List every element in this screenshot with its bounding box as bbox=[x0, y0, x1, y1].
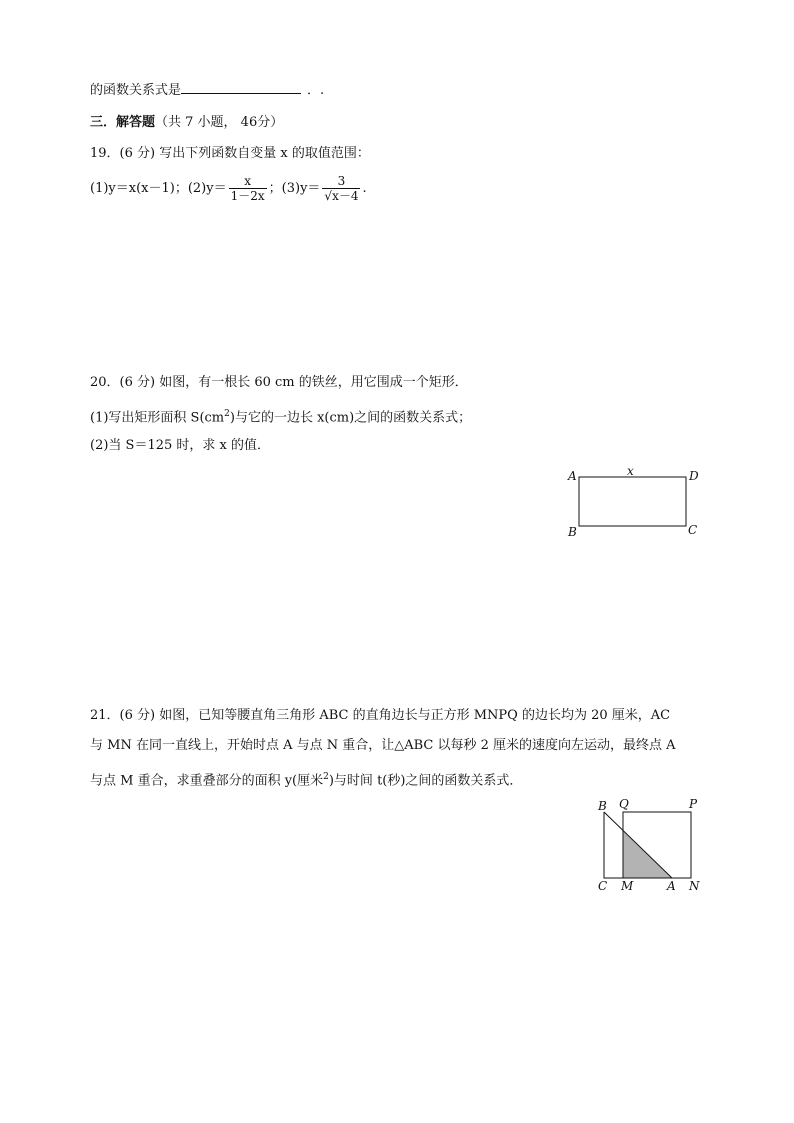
q19-part2: ；(3)y＝ bbox=[268, 181, 321, 196]
label-q: Q bbox=[619, 797, 629, 811]
q20-part1 bbox=[90, 405, 471, 427]
q19-fraction-2 bbox=[322, 174, 360, 203]
q19-part3: . bbox=[362, 181, 367, 196]
label-d: D bbox=[689, 469, 699, 483]
label-n: N bbox=[689, 879, 700, 893]
q21-line3-sup: 2 bbox=[323, 772, 329, 782]
q20-part2: (2)当 S＝125 时，求 x 的值． bbox=[90, 438, 270, 453]
q19-stem: 19．(6 分) 写出下列函数自变量 x 的取值范围： bbox=[90, 146, 370, 161]
q20-part1-a: (1)写出矩形面积 S(cm bbox=[90, 410, 225, 426]
rectangle-abcd bbox=[579, 477, 686, 526]
fill-in-line bbox=[90, 81, 324, 100]
q19-part1: (1)y＝x(x－1)；(2)y＝ bbox=[90, 181, 227, 196]
q20-stem: 20．(6 分) 如图，有一根长 60 cm 的铁丝，用它围成一个矩形． bbox=[90, 375, 468, 390]
q21-line3 bbox=[90, 768, 522, 790]
q20-part1-b: )与它的一边长 x(cm)之间的函数关系式； bbox=[229, 410, 472, 426]
q21-line3-b: )与时间 t(秒)之间的函数关系式． bbox=[328, 773, 523, 789]
fill-in-end: ．. bbox=[307, 83, 325, 98]
section-title: 三．解答题 bbox=[90, 115, 156, 130]
sqrt-symbol: √ bbox=[324, 189, 333, 203]
label-b: B bbox=[598, 799, 607, 813]
label-b: B bbox=[568, 525, 577, 539]
label-a: A bbox=[667, 879, 676, 893]
q19-f2-radicand: x－4 bbox=[332, 189, 359, 203]
q20-part1-sup: 2 bbox=[224, 409, 230, 419]
triangle-square-figure bbox=[590, 795, 710, 899]
label-p: P bbox=[689, 797, 698, 811]
label-m: M bbox=[621, 879, 634, 893]
q19-f1-numerator: x bbox=[244, 174, 252, 188]
label-c: C bbox=[598, 879, 608, 893]
label-c: C bbox=[688, 523, 698, 537]
q21-line1: 21．(6 分) 如图，已知等腰直角三角形 ABC 的直角边长与正方形 MNPQ 的边长均为 20 厘米，AC bbox=[90, 708, 671, 723]
q19-f2-denominator bbox=[322, 188, 360, 203]
fill-in-prefix: 的函数关系式是 bbox=[90, 83, 182, 98]
section-note: （共 7 小题， 46分） bbox=[155, 115, 284, 130]
label-x: x bbox=[627, 464, 634, 478]
q21-line2: 与 MN 在同一直线上，开始时点 A 与点 N 重合，让△ABC 以每秒 2 厘米的速度向左运动，最终点 A bbox=[90, 738, 676, 753]
q19-formulas bbox=[90, 172, 367, 206]
q21-line3-a: 与点 M 重合，求重叠部分的面积 y(厘米 bbox=[90, 773, 324, 789]
q19-fraction-1 bbox=[229, 174, 267, 203]
rectangle-figure bbox=[560, 462, 710, 548]
section-header bbox=[90, 114, 283, 132]
answer-blank[interactable] bbox=[181, 81, 301, 94]
label-a: A bbox=[568, 469, 577, 483]
q19-f2-numerator: 3 bbox=[337, 174, 346, 188]
q19-f1-denominator: 1－2x bbox=[230, 189, 265, 203]
